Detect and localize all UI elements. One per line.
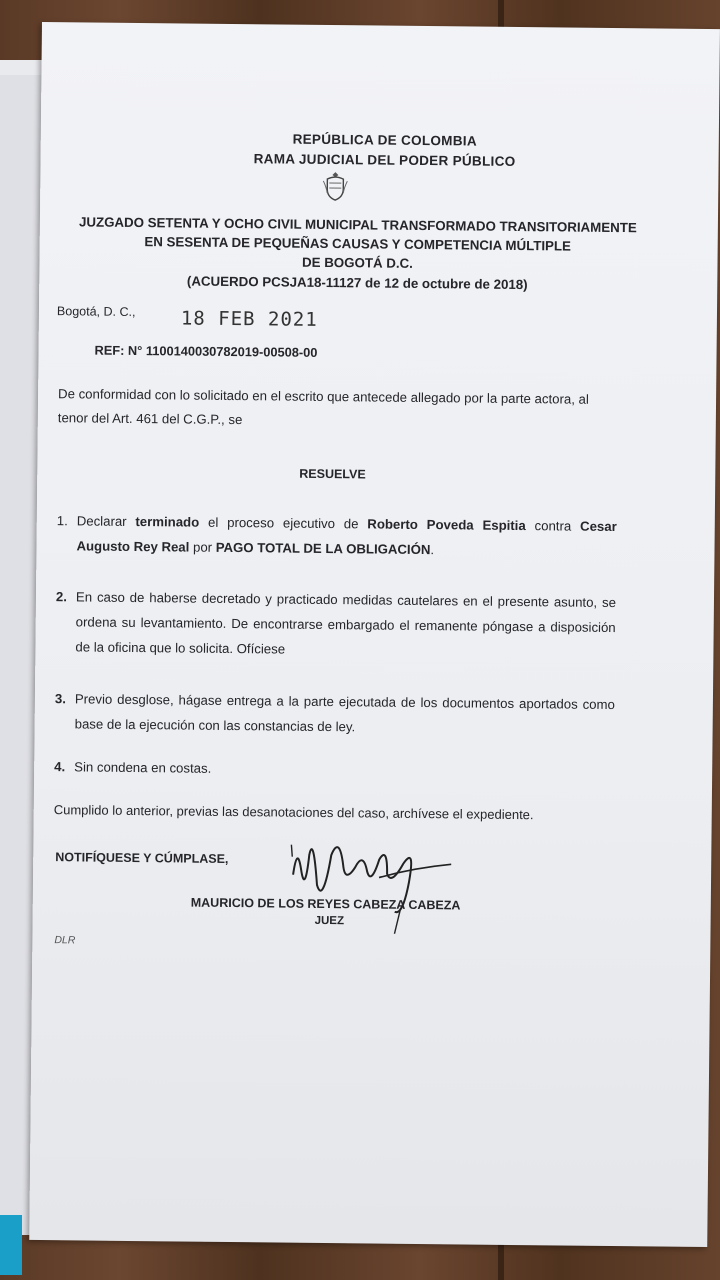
blue-folder-tab: [0, 1215, 22, 1275]
coat-of-arms-icon: [322, 171, 348, 201]
court-name-line-3: DE BOGOTÁ D.C.: [302, 254, 413, 271]
judge-title: JUEZ: [314, 914, 345, 928]
resolve-heading: RESUELVE: [299, 466, 366, 482]
location: Bogotá, D. C.,: [56, 304, 136, 319]
court-order-document: [29, 22, 720, 1247]
notify-statement: NOTIFÍQUESE Y CÚMPLASE,: [55, 850, 229, 866]
resolution-item-3: [55, 686, 615, 742]
bold-segment: PAGO TOTAL DE LA OBLIGACIÓN: [215, 539, 431, 558]
text-segment: el proceso ejecutivo de: [199, 514, 368, 532]
resolution-item-4: [54, 754, 614, 785]
judge-name: MAURICIO DE LOS REYES CABEZA CABEZA: [190, 895, 461, 913]
text-segment: por: [189, 539, 216, 555]
country-heading: REPÚBLICA DE COLOMBIA: [292, 131, 478, 149]
item-text: Previo desglose, hágase entrega a la parte ejecutada de los documentos aportados como base de la ejecución con las constancias de ley.: [74, 691, 615, 735]
text-segment: contra: [525, 518, 581, 534]
text-segment: Declarar: [76, 513, 136, 530]
item-number: 4.: [54, 759, 66, 775]
branch-heading: RAMA JUDICIAL DEL PODER PÚBLICO: [253, 151, 516, 169]
item-number: 3.: [54, 691, 66, 707]
closing-statement: Cumplido lo anterior, previas las desanotaciones del caso, archívese el expediente.: [53, 802, 534, 823]
court-name-line-1: JUZGADO SETENTA Y OCHO CIVIL MUNICIPAL TRANSFORMADO TRANSITORIAMENTE: [78, 214, 637, 236]
resolution-item-2: [55, 584, 616, 665]
bold-segment: terminado: [135, 514, 200, 530]
item-number: 2.: [55, 589, 68, 605]
reference-number: REF: N° 1100140030782019-00508-00: [94, 342, 318, 360]
court-name-line-2: EN SESENTA DE PEQUEÑAS CAUSAS Y COMPETENCIA MÚLTIPLE: [144, 234, 572, 254]
defendant-name: Cesar Augusto Rey Real: [76, 518, 617, 555]
item-text: Sin condena en costas.: [74, 759, 212, 776]
court-agreement: (ACUERDO PCSJA18-11127 de 12 de octubre de 2018): [186, 273, 528, 293]
plaintiff-name: Roberto Poveda Espitia: [367, 516, 526, 534]
signature-icon: [282, 815, 453, 937]
text-segment: .: [430, 542, 435, 558]
item-number: 1.: [56, 513, 68, 529]
drafter-initials: DLR: [54, 934, 76, 947]
item-text: En caso de haberse decretado y practicado medidas cautelares en el presente asunto, se ordena su levantamiento. De encontrarse embargado el remanente póngase a disposición de la oficina que lo solicita. Ofíciese: [75, 589, 617, 657]
intro-paragraph: De conformidad con lo solicitado en el escrito que antecede allegado por la parte actora, al tenor del Art. 461 del C.G.P., se: [57, 386, 589, 428]
item-text: [56, 508, 616, 564]
resolution-item-1: [56, 508, 616, 564]
date-stamp: 18 FEB 2021: [180, 307, 318, 331]
